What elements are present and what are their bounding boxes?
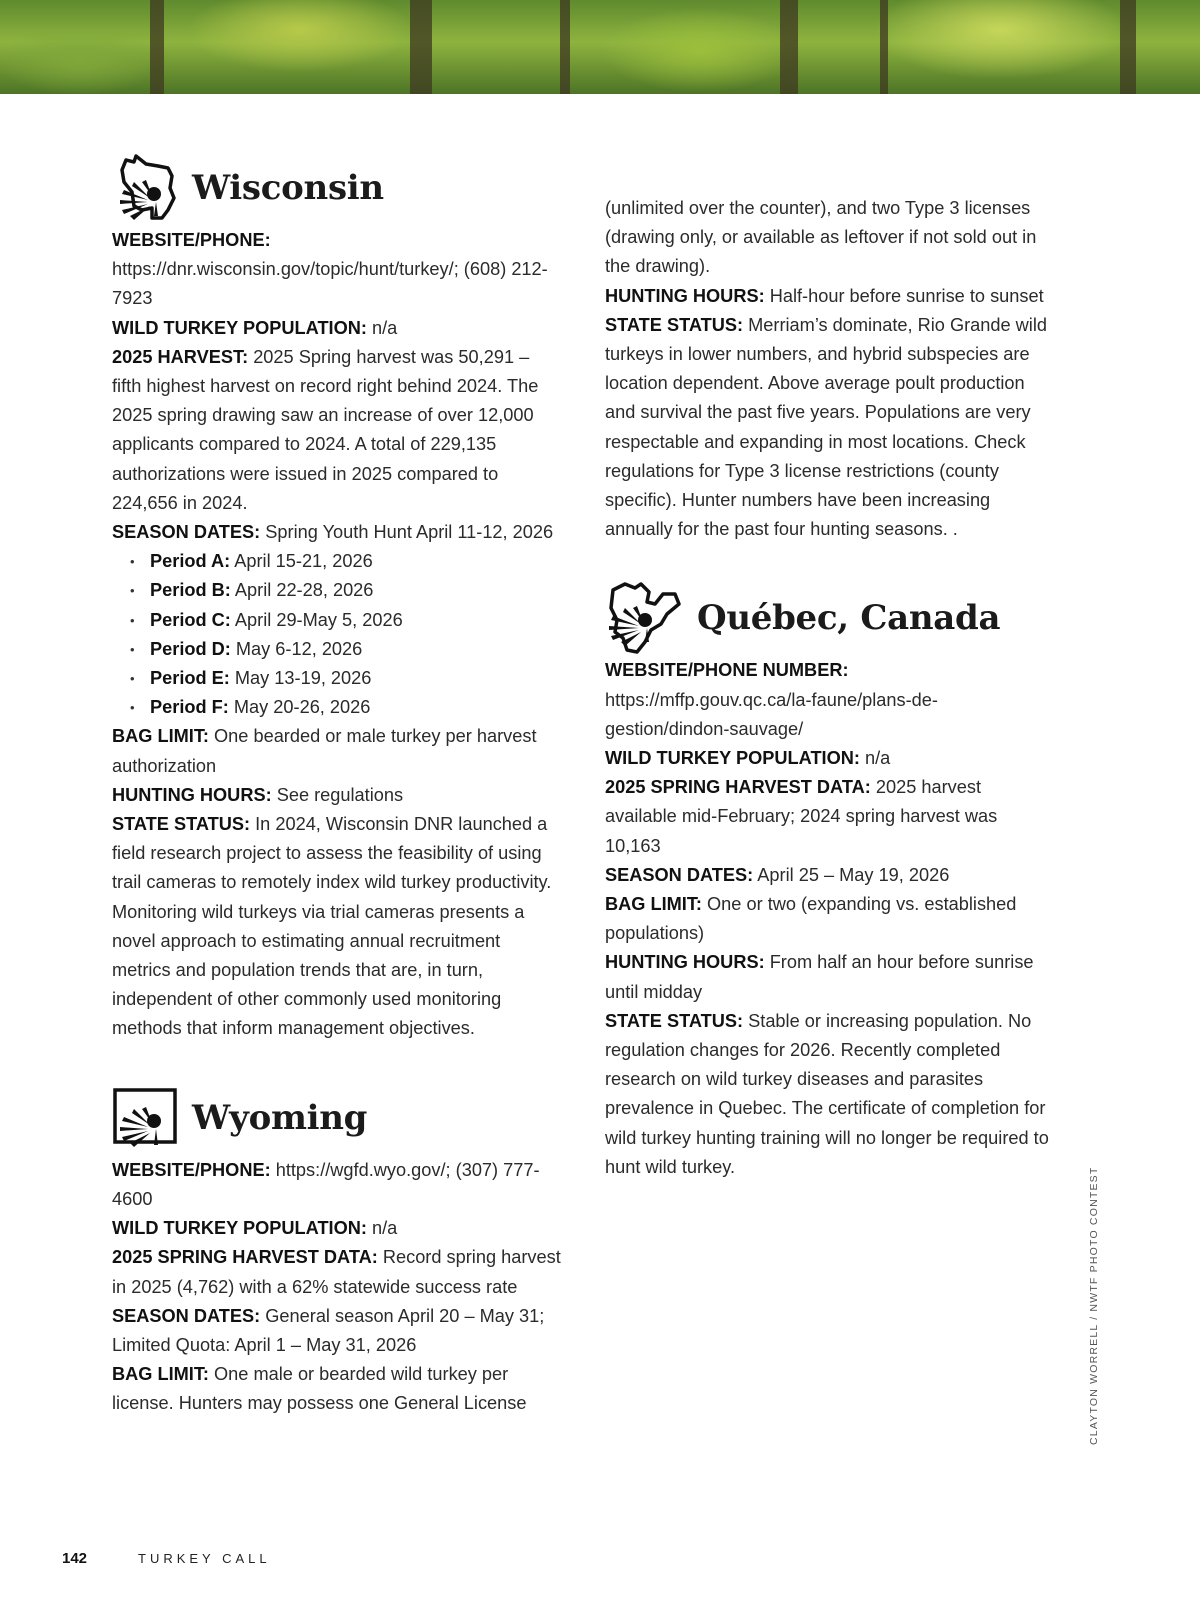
wisconsin-title: Wisconsin: [192, 168, 384, 208]
wyoming-header: [112, 1080, 562, 1156]
quebec-header: [605, 580, 1055, 656]
wisconsin-hunting-hours: HUNTING HOURS: See regulations: [112, 784, 404, 805]
wisconsin-turkey-icon: [112, 152, 178, 224]
page-number: 142: [62, 1550, 88, 1567]
wyoming-turkey-icon: [112, 1085, 178, 1151]
list-item: • Period F: May 20-26, 2026: [130, 693, 562, 722]
quebec-website: WEBSITE/PHONE NUMBER: https://mffp.gouv.qc.ca/la-faune/plans-de-gestion/dindon-sauvage/: [605, 660, 938, 739]
wyoming-bag-limit-continued: (unlimited over the counter), and two Type 3 licenses (drawing only, or available as leftover if not sold out in the drawing).: [605, 198, 1037, 277]
list-item: • Period D: May 6-12, 2026: [130, 635, 562, 664]
list-item: • Period C: April 29-May 5, 2026: [130, 606, 562, 635]
quebec-population: WILD TURKEY POPULATION: n/a: [605, 748, 891, 769]
quebec-season: SEASON DATES: April 25 – May 19, 2026: [605, 864, 950, 885]
magazine-name: TURKEY CALL: [138, 1551, 271, 1566]
wisconsin-harvest: 2025 HARVEST: 2025 Spring harvest was 50,291 – fifth highest harvest on record right behind 2024. The 2025 spring drawing saw an increase of over 12,000 applicants compared to 2024. A total of 229,135 authorizations were issued in 2025 compared to 224,656 in 2024.: [112, 346, 539, 513]
left-column: [112, 150, 562, 1419]
list-item: • Period E: May 13-19, 2026: [130, 664, 562, 693]
wyoming-website: WEBSITE/PHONE: https://wgfd.wyo.gov/; (307) 777-4600: [112, 1159, 540, 1209]
wisconsin-website: WEBSITE/PHONE: https://dnr.wisconsin.gov/topic/hunt/turkey/; (608) 212-7923: [112, 230, 548, 309]
quebec-title: Québec, Canada: [697, 598, 1001, 639]
wisconsin-population: WILD TURKEY POPULATION: n/a: [112, 317, 398, 338]
quebec-bag-limit: BAG LIMIT: One or two (expanding vs. established populations): [605, 894, 1017, 944]
wyoming-state-status: STATE STATUS: Merriam’s dominate, Rio Grande wild turkeys in lower numbers, and hybrid subspecies are location dependent. Above average poult production and survival the past five years. Populations are very respectable and expanding in most locations. Check regulations for Type 3 license restrictions (county specific). Hunter numbers have been increasing annually for the past four hunting seasons. .: [605, 314, 1047, 540]
right-column: [605, 194, 1055, 1182]
wyoming-population: WILD TURKEY POPULATION: n/a: [112, 1218, 398, 1239]
wisconsin-season: SEASON DATES: Spring Youth Hunt April 11-12, 2026: [112, 522, 554, 543]
wisconsin-bag-limit: BAG LIMIT: One bearded or male turkey per harvest authorization: [112, 726, 537, 776]
forest-banner-photo: [0, 0, 1200, 94]
quebec-turkey-icon: [605, 580, 683, 656]
page-footer: [62, 1550, 271, 1567]
wyoming-hunting-hours: HUNTING HOURS: Half-hour before sunrise to sunset: [605, 285, 1044, 306]
wyoming-season: SEASON DATES: General season April 20 – May 31; Limited Quota: April 1 – May 31, 2026: [112, 1305, 545, 1355]
quebec-state-status: STATE STATUS: Stable or increasing population. No regulation changes for 2026. Recently completed research on wild turkey diseases and parasites prevalence in Quebec. The certificate of completion for wild turkey hunting training will no longer be required to hunt wild turkey.: [605, 1010, 1049, 1177]
wyoming-bag-limit: BAG LIMIT: One male or bearded wild turkey per license. Hunters may possess one General License: [112, 1364, 527, 1414]
list-item: • Period A: April 15-21, 2026: [130, 547, 562, 576]
quebec-harvest: 2025 SPRING HARVEST DATA: 2025 harvest available mid-February; 2024 spring harvest was 10,163: [605, 777, 998, 856]
wisconsin-header: [112, 150, 562, 226]
list-item: • Period B: April 22-28, 2026: [130, 576, 562, 605]
wisconsin-state-status: STATE STATUS: In 2024, Wisconsin DNR launched a field research project to assess the feasibility of using trail cameras to remotely index wild turkey productivity. Monitoring wild turkeys via trial cameras presents a novel approach to estimating annual recruitment metrics and population trends that are, in turn, independent of other commonly used monitoring methods that inform management objectives.: [112, 814, 552, 1039]
quebec-hunting-hours: HUNTING HOURS: From half an hour before sunrise until midday: [605, 952, 1034, 1002]
wyoming-harvest: 2025 SPRING HARVEST DATA: Record spring harvest in 2025 (4,762) with a 62% statewide success rate: [112, 1247, 561, 1297]
photo-credit: CLAYTON WORRELL / NWTF PHOTO CONTEST: [1088, 1166, 1100, 1445]
wisconsin-periods-list: [112, 547, 562, 722]
wyoming-title: Wyoming: [192, 1097, 368, 1138]
